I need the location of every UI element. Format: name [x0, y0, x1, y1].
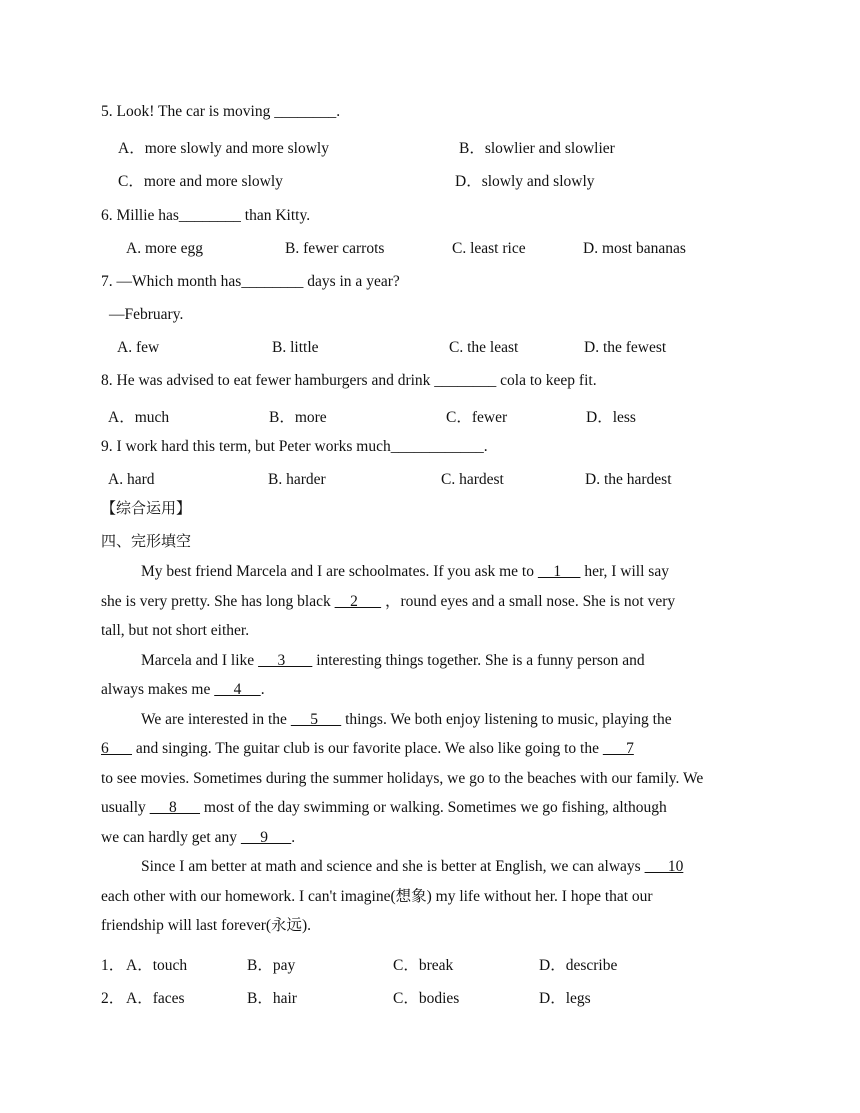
blank-2: 2: [334, 592, 382, 610]
blank-3: 3: [258, 651, 313, 669]
blank-9: 9: [240, 828, 292, 846]
passage-p3-line5: we can hardly get any 9 .: [101, 828, 296, 846]
question-8-option-d: D．less: [586, 409, 636, 426]
part-title: 四、完形填空: [101, 532, 192, 550]
passage-p3-line2: 6 and singing. The guitar club is our favorite place. We also like going to the 7: [101, 740, 634, 757]
question-5-option-d: D．slowly and slowly: [455, 173, 595, 190]
question-7-answer-line: —February.: [109, 306, 184, 323]
question-7-option-c: C. the least: [449, 339, 519, 356]
question-8-stem: 8. He was advised to eat fewer hamburgers and drink ________ cola to keep fit.: [101, 372, 597, 389]
question-8-option-a: A．much: [108, 409, 170, 426]
question-9-option-c: C. hardest: [441, 471, 504, 488]
blank-10: 10: [644, 858, 684, 875]
cloze-2-number: 2．: [101, 990, 125, 1007]
blank-4: 4: [214, 681, 261, 698]
cloze-1-option-b: B．pay: [247, 957, 296, 974]
passage-p1-line3: tall, but not short either.: [101, 622, 250, 639]
question-7-option-a: A. few: [117, 339, 160, 356]
passage-p2-line2: always makes me 4 .: [101, 681, 265, 698]
passage-p4-line2: each other with our homework. I can't imagine(想象) my life without her. I hope that our: [101, 887, 653, 905]
cloze-1-option-a: A．touch: [126, 957, 188, 974]
cloze-1-number: 1．: [101, 957, 125, 974]
question-6-option-b: B. fewer carrots: [285, 240, 385, 257]
question-9-option-d: D. the hardest: [585, 471, 672, 488]
question-7-option-b: B. little: [272, 339, 319, 356]
question-8-option-b: B．more: [269, 409, 327, 426]
cloze-passage: [101, 557, 760, 941]
passage-p1-line2: she is very pretty. She has long black 2 ，round eyes and a small nose. She is not very: [101, 592, 676, 610]
blank-8: 8: [149, 799, 201, 816]
question-9-option-a: A. hard: [108, 471, 155, 488]
question-6-option-a: A. more egg: [126, 240, 204, 257]
cloze-2-option-c: C．bodies: [393, 990, 460, 1007]
passage-p4-line3: friendship will last forever(永远).: [101, 917, 312, 934]
passage-p3-line3: to see movies. Sometimes during the summer holidays, we go to the beaches with our family. We: [101, 769, 704, 787]
question-8-option-c: C．fewer: [446, 409, 508, 426]
cloze-1-option-c: C．break: [393, 957, 454, 974]
question-7-option-d: D. the fewest: [584, 339, 667, 356]
passage-p4-line1: Since I am better at math and science and she is better at English, we can always 10: [141, 858, 684, 875]
question-5-stem: 5. Look! The car is moving ________.: [101, 103, 341, 120]
blank-1: 1: [537, 563, 581, 580]
question-5-option-a: A．more slowly and more slowly: [118, 140, 329, 157]
cloze-2-option-d: D．legs: [539, 990, 591, 1007]
blank-6: 6: [101, 740, 132, 757]
blank-7: 7: [602, 740, 634, 757]
blank-5: 5: [290, 710, 342, 728]
passage-p3-line1: We are interested in the 5 things. We both enjoy listening to music, playing the: [141, 710, 672, 728]
question-9-option-b: B. harder: [268, 471, 326, 488]
question-6-stem: 6. Millie has________ than Kitty.: [101, 207, 311, 224]
question-5-option-c: C．more and more slowly: [118, 173, 283, 190]
passage-p2-line1: Marcela and I like 3 interesting things together. She is a funny person and: [141, 651, 645, 669]
passage-p3-line4: usually 8 most of the day swimming or walking. Sometimes we go fishing, although: [101, 799, 667, 816]
question-5-option-b: B．slowlier and slowlier: [459, 140, 615, 157]
section-heading: 【综合运用】: [101, 499, 192, 517]
cloze-1-option-d: D．describe: [539, 957, 618, 974]
cloze-2-option-b: B．hair: [247, 990, 297, 1007]
question-6-option-c: C. least rice: [452, 240, 526, 257]
question-7-stem: 7. —Which month has________ days in a year?: [101, 273, 400, 290]
cloze-2-option-a: A．faces: [126, 990, 185, 1007]
passage-p1-line1: My best friend Marcela and I are schoolmates. If you ask me to 1 her, I will say: [141, 563, 669, 580]
question-9-stem: 9. I work hard this term, but Peter works much____________.: [101, 438, 488, 455]
question-6-option-d: D. most bananas: [583, 240, 686, 257]
